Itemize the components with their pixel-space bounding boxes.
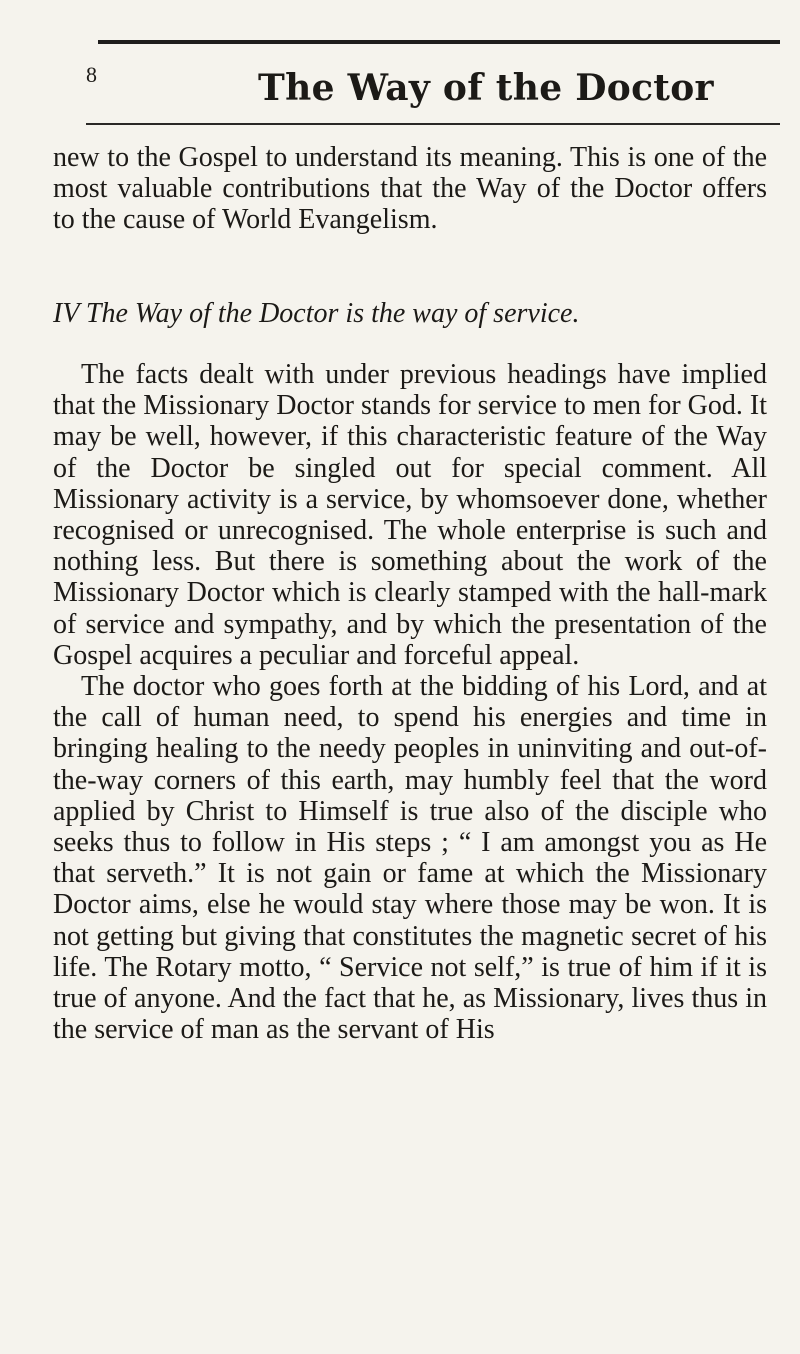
continuation-paragraph: new to the Gospel to understand its meaning. This is one of the most valuable contributions that the Way of the Doctor offers to the cause of World Evangelism. — [53, 142, 767, 236]
continuation-paragraph-block — [53, 142, 767, 236]
header-rule — [86, 123, 780, 125]
running-head: The Way of the Doctor — [258, 67, 714, 109]
section-body — [53, 359, 767, 1045]
paragraph-facts: The facts dealt with under previous headings have implied that the Missionary Doctor stands for service to men for God. It may be well, however, if this characteristic feature of the Way of the Doctor be singled out for special comment. All Missionary activity is a service, by whomsoever done, whether recognised or unrecognised. The whole enterprise is such and nothing less. But there is something about the work of the Missionary Doctor which is clearly stamped with the hall-mark of service and sympathy, and by which the presentation of the Gospel acquires a peculiar and forceful appeal. — [53, 359, 767, 671]
paragraph-doctor: The doctor who goes forth at the bidding of his Lord, and at the call of human need, to spend his energies and time in bringing healing to the needy peoples in uninviting and out-of-the-way corners of this earth, may humbly feel that the word applied by Christ to Himself is true also of the disciple who seeks thus to follow in His steps ; “ I am amongst you as He that serveth.” It is not gain or fame at which the Missionary Doctor aims, else he would stay where those may be won. It is not getting but giving that constitutes the magnetic secret of his life. The Rotary motto, “ Service not self,” is true of him if it is true of anyone. And the fact that he, as Missionary, lives thus in the service of man as the servant of His — [53, 671, 767, 1046]
page-number: 8 — [86, 62, 97, 87]
top-rule — [98, 40, 780, 44]
section-heading: IV The Way of the Doctor is the way of service. — [53, 298, 580, 329]
